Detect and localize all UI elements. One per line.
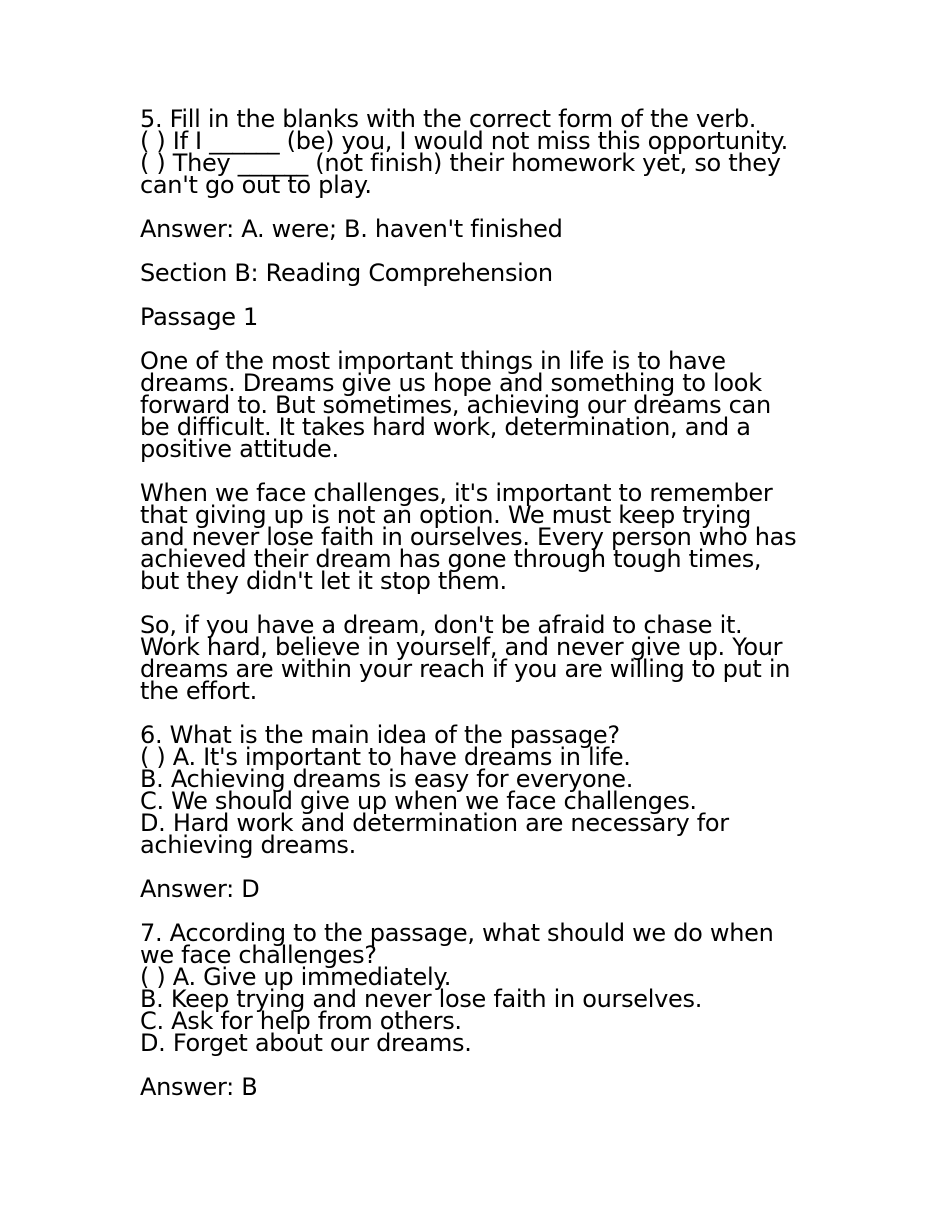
question-7-option-c: C. Ask for help from others. — [140, 1007, 462, 1035]
question-5-item-a: ( ) If I ______ (be) you, I would not miss this opportunity. — [140, 127, 789, 155]
passage-line: dreams are within your reach if you are willing to put in — [140, 655, 791, 683]
question-5-answer: Answer: A. were; B. haven't finished — [140, 215, 563, 243]
passage-title: Passage 1 — [140, 303, 259, 331]
question-7 — [140, 919, 810, 1057]
passage-line: the effort. — [140, 677, 257, 705]
passage-paragraph-2 — [140, 479, 810, 595]
question-7-answer: Answer: B — [140, 1073, 258, 1101]
question-5-item-b-cont: can't go out to play. — [140, 171, 372, 199]
passage-line: dreams. Dreams give us hope and something to look — [140, 369, 762, 397]
passage-line: positive attitude. — [140, 435, 339, 463]
passage-line: forward to. But sometimes, achieving our dreams can — [140, 391, 771, 419]
question-5 — [140, 105, 810, 199]
question-6-option-c: C. We should give up when we face challenges. — [140, 787, 697, 815]
question-7-option-d: D. Forget about our dreams. — [140, 1029, 472, 1057]
passage-line: One of the most important things in life is to have — [140, 347, 726, 375]
question-5-prompt: 5. Fill in the blanks with the correct form of the verb. — [140, 105, 757, 133]
passage-line: be difficult. It takes hard work, determination, and a — [140, 413, 751, 441]
question-6-option-a: ( ) A. It's important to have dreams in life. — [140, 743, 631, 771]
question-6 — [140, 721, 810, 859]
question-7-prompt-cont: we face challenges? — [140, 941, 377, 969]
question-6-option-d: D. Hard work and determination are necessary for — [140, 809, 729, 837]
question-6-option-b: B. Achieving dreams is easy for everyone. — [140, 765, 634, 793]
passage-line: that giving up is not an option. We must keep trying — [140, 501, 752, 529]
passage-line: So, if you have a dream, don't be afraid to chase it. — [140, 611, 743, 639]
passage-paragraph-3 — [140, 611, 810, 705]
document-page — [140, 105, 810, 1120]
question-7-option-a: ( ) A. Give up immediately. — [140, 963, 452, 991]
question-5-item-b: ( ) They ______ (not finish) their homework yet, so they — [140, 149, 781, 177]
passage-line: but they didn't let it stop them. — [140, 567, 507, 595]
question-6-answer: Answer: D — [140, 875, 260, 903]
passage-line: achieved their dream has gone through tough times, — [140, 545, 762, 573]
passage-line: Work hard, believe in yourself, and never give up. Your — [140, 633, 783, 661]
question-7-option-b: B. Keep trying and never lose faith in ourselves. — [140, 985, 703, 1013]
question-7-prompt: 7. According to the passage, what should we do when — [140, 919, 774, 947]
question-6-option-d-cont: achieving dreams. — [140, 831, 356, 859]
passage-paragraph-1 — [140, 347, 810, 463]
section-title: Section B: Reading Comprehension — [140, 259, 553, 287]
passage-line: When we face challenges, it's important to remember — [140, 479, 773, 507]
passage-line: and never lose faith in ourselves. Every person who has — [140, 523, 797, 551]
question-6-prompt: 6. What is the main idea of the passage? — [140, 721, 620, 749]
